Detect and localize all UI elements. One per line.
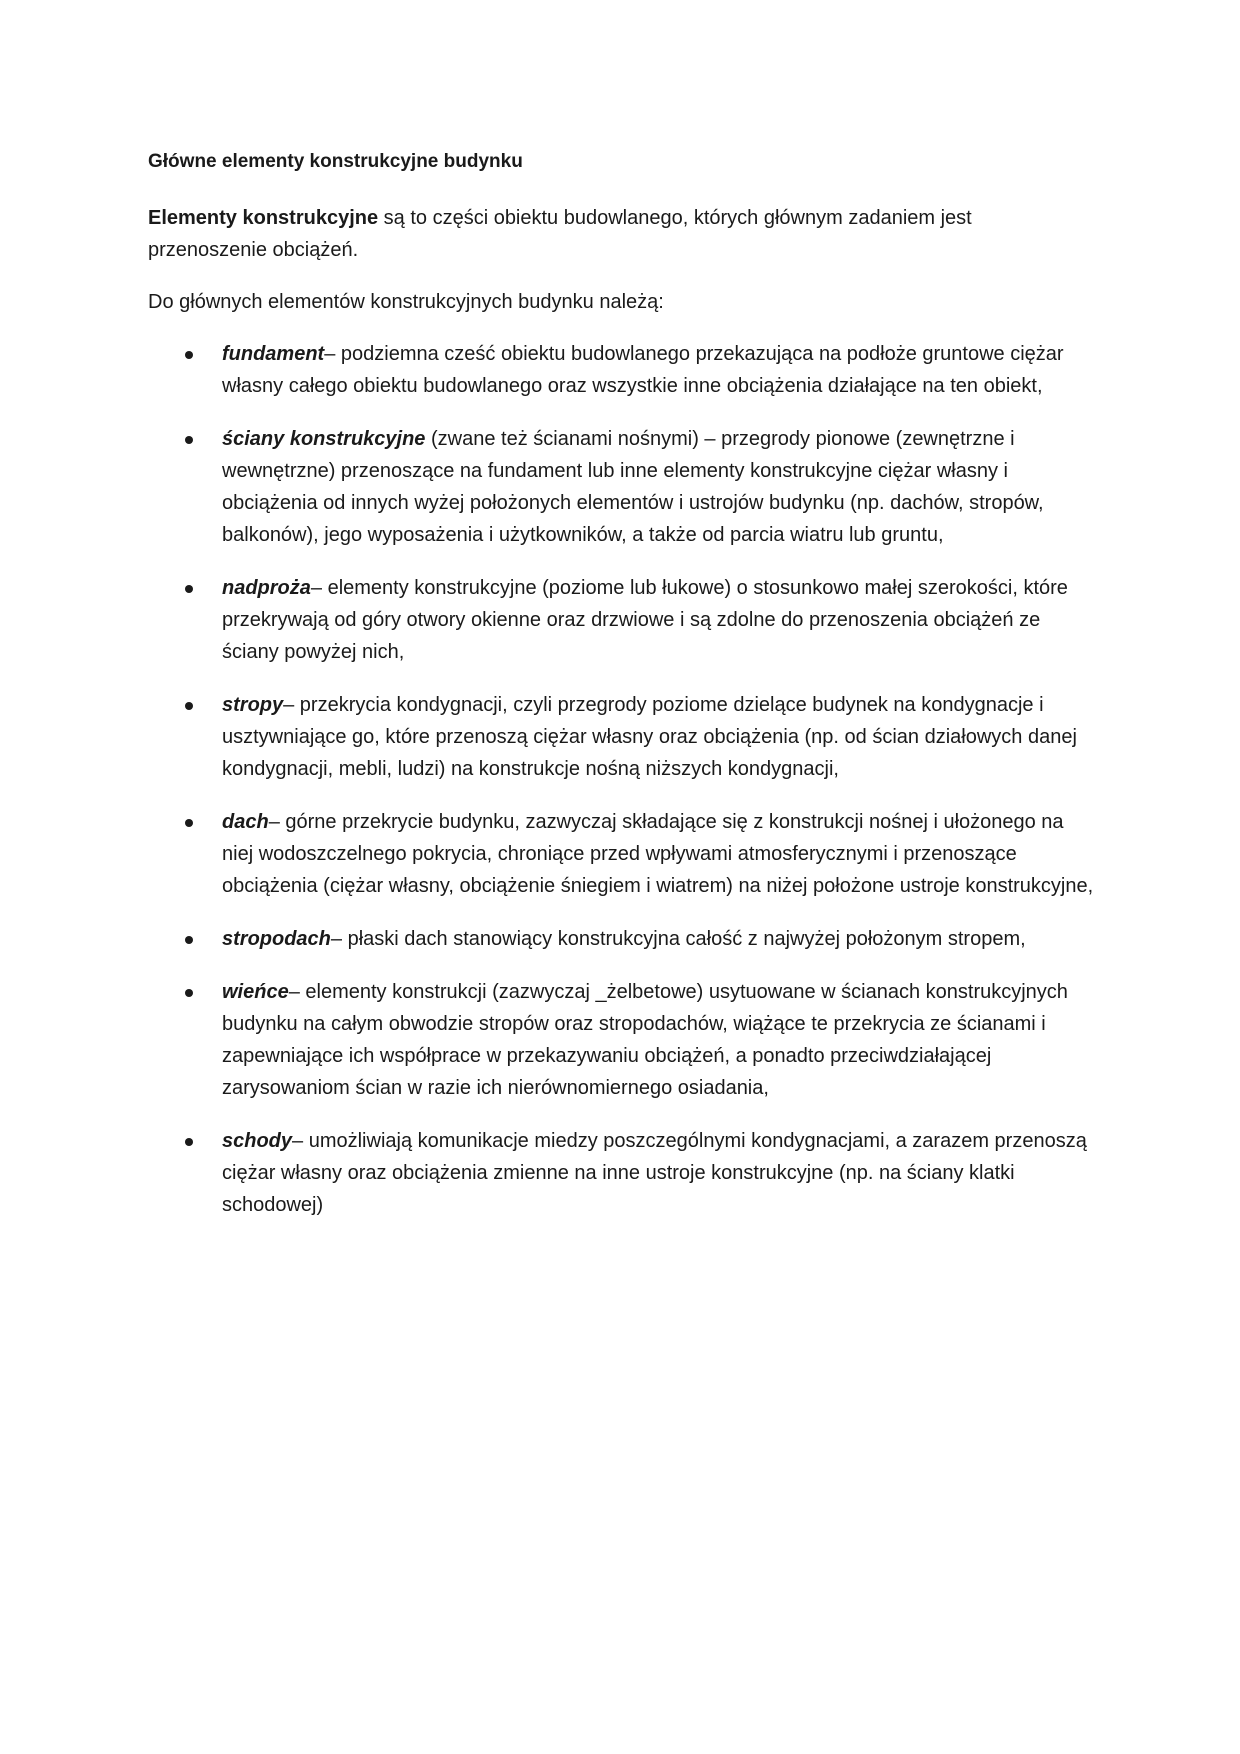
- elements-list: [148, 338, 1096, 1221]
- bullet-icon: [185, 989, 193, 997]
- item-term: dach: [222, 811, 269, 833]
- item-text: – umożliwiają komunikacje miedzy poszczególnymi kondygnacjami, a zarazem przenoszą ciężar własny oraz obciążenia zmienne na inne ustroje konstrukcyjne (np. na ściany klatki schodowej): [222, 1130, 1087, 1216]
- bullet-icon: [185, 351, 193, 359]
- list-item-sciany: [148, 423, 1096, 551]
- item-text: – elementy konstrukcji (zazwyczaj _żelbetowe) usytuowane w ścianach konstrukcyjnych budynku na całym obwodzie stropów oraz stropodachów, wiążące te przekrycia ze ścianami i zapewniające ich współprace w przekazywaniu obciążeń, a ponadto przeciwdziałającej zarysowaniom ścian w razie ich nierównomiernego osiadania,: [222, 981, 1068, 1099]
- bullet-icon: [185, 585, 193, 593]
- list-item-wience: [148, 976, 1096, 1104]
- bullet-icon: [185, 1138, 193, 1146]
- list-item-stropodach: [148, 923, 1096, 955]
- intro-bold-term: Elementy konstrukcyjne: [148, 207, 379, 229]
- item-text: – górne przekrycie budynku, zazwyczaj składające się z konstrukcji nośnej i ułożonego na niej wodoszczelnego pokrycia, chroniące przed wpływami atmosferycznymi i przenoszące obciążenia (ciężar własny, obciążenie śniegiem i wiatrem) na niżej położone ustroje konstrukcyjne,: [222, 811, 1094, 897]
- lead-paragraph: Do głównych elementów konstrukcyjnych budynku należą:: [148, 291, 664, 313]
- item-term: schody: [222, 1130, 293, 1152]
- item-term: stropodach: [222, 928, 331, 950]
- item-term: stropy: [222, 694, 284, 716]
- item-term: wieńce: [222, 981, 289, 1003]
- list-item-fundament: [148, 338, 1096, 402]
- item-text: – podziemna cześć obiektu budowlanego przekazująca na podłoże gruntowe ciężar własny całego obiektu budowlanego oraz wszystkie inne obciążenia działające na ten obiekt,: [222, 343, 1064, 397]
- list-item-nadproza: [148, 572, 1096, 668]
- item-text: – przekrycia kondygnacji, czyli przegrody poziome dzielące budynek na kondygnacje i usztywniające go, które przenoszą ciężar własny oraz obciążenia (np. od ścian działowych danej kondygnacji, mebli, ludzi) na konstrukcje nośną niższych kondygnacji,: [222, 694, 1077, 780]
- intro-text: są to części obiektu budowlanego, których głównym zadaniem jest przenoszenie obciążeń.: [148, 207, 972, 261]
- document-title: Główne elementy konstrukcyjne budynku: [148, 151, 523, 172]
- item-text: – płaski dach stanowiący konstrukcyjna całość z najwyżej położonym stropem,: [330, 928, 1026, 950]
- intro-paragraph: [148, 202, 1096, 266]
- bullet-icon: [185, 436, 193, 444]
- list-item-dach: [148, 806, 1096, 902]
- bullet-icon: [185, 936, 193, 944]
- item-term: nadproża: [222, 577, 311, 599]
- document-content: [148, 150, 1096, 1242]
- item-text: (zwane też ścianami nośnymi) – przegrody pionowe (zewnętrzne i wewnętrzne) przenoszące na fundament lub inne elementy konstrukcyjne ciężar własny i obciążenia od innych wyżej położonych elementów i ustrojów budynku (np. dachów, stropów, balkonów), jego wyposażenia i użytkowników, a także od parcia wiatru lub gruntu,: [222, 428, 1044, 546]
- item-term: fundament: [222, 343, 325, 365]
- bullet-icon: [185, 702, 193, 710]
- item-term: ściany konstrukcyjne: [222, 428, 426, 450]
- list-item-stropy: [148, 689, 1096, 785]
- bullet-icon: [185, 819, 193, 827]
- list-item-schody: [148, 1125, 1096, 1221]
- item-text: – elementy konstrukcyjne (poziome lub łukowe) o stosunkowo małej szerokości, które przekrywają od góry otwory okienne oraz drzwiowe i są zdolne do przenoszenia obciążeń ze ściany powyżej nich,: [222, 577, 1068, 663]
